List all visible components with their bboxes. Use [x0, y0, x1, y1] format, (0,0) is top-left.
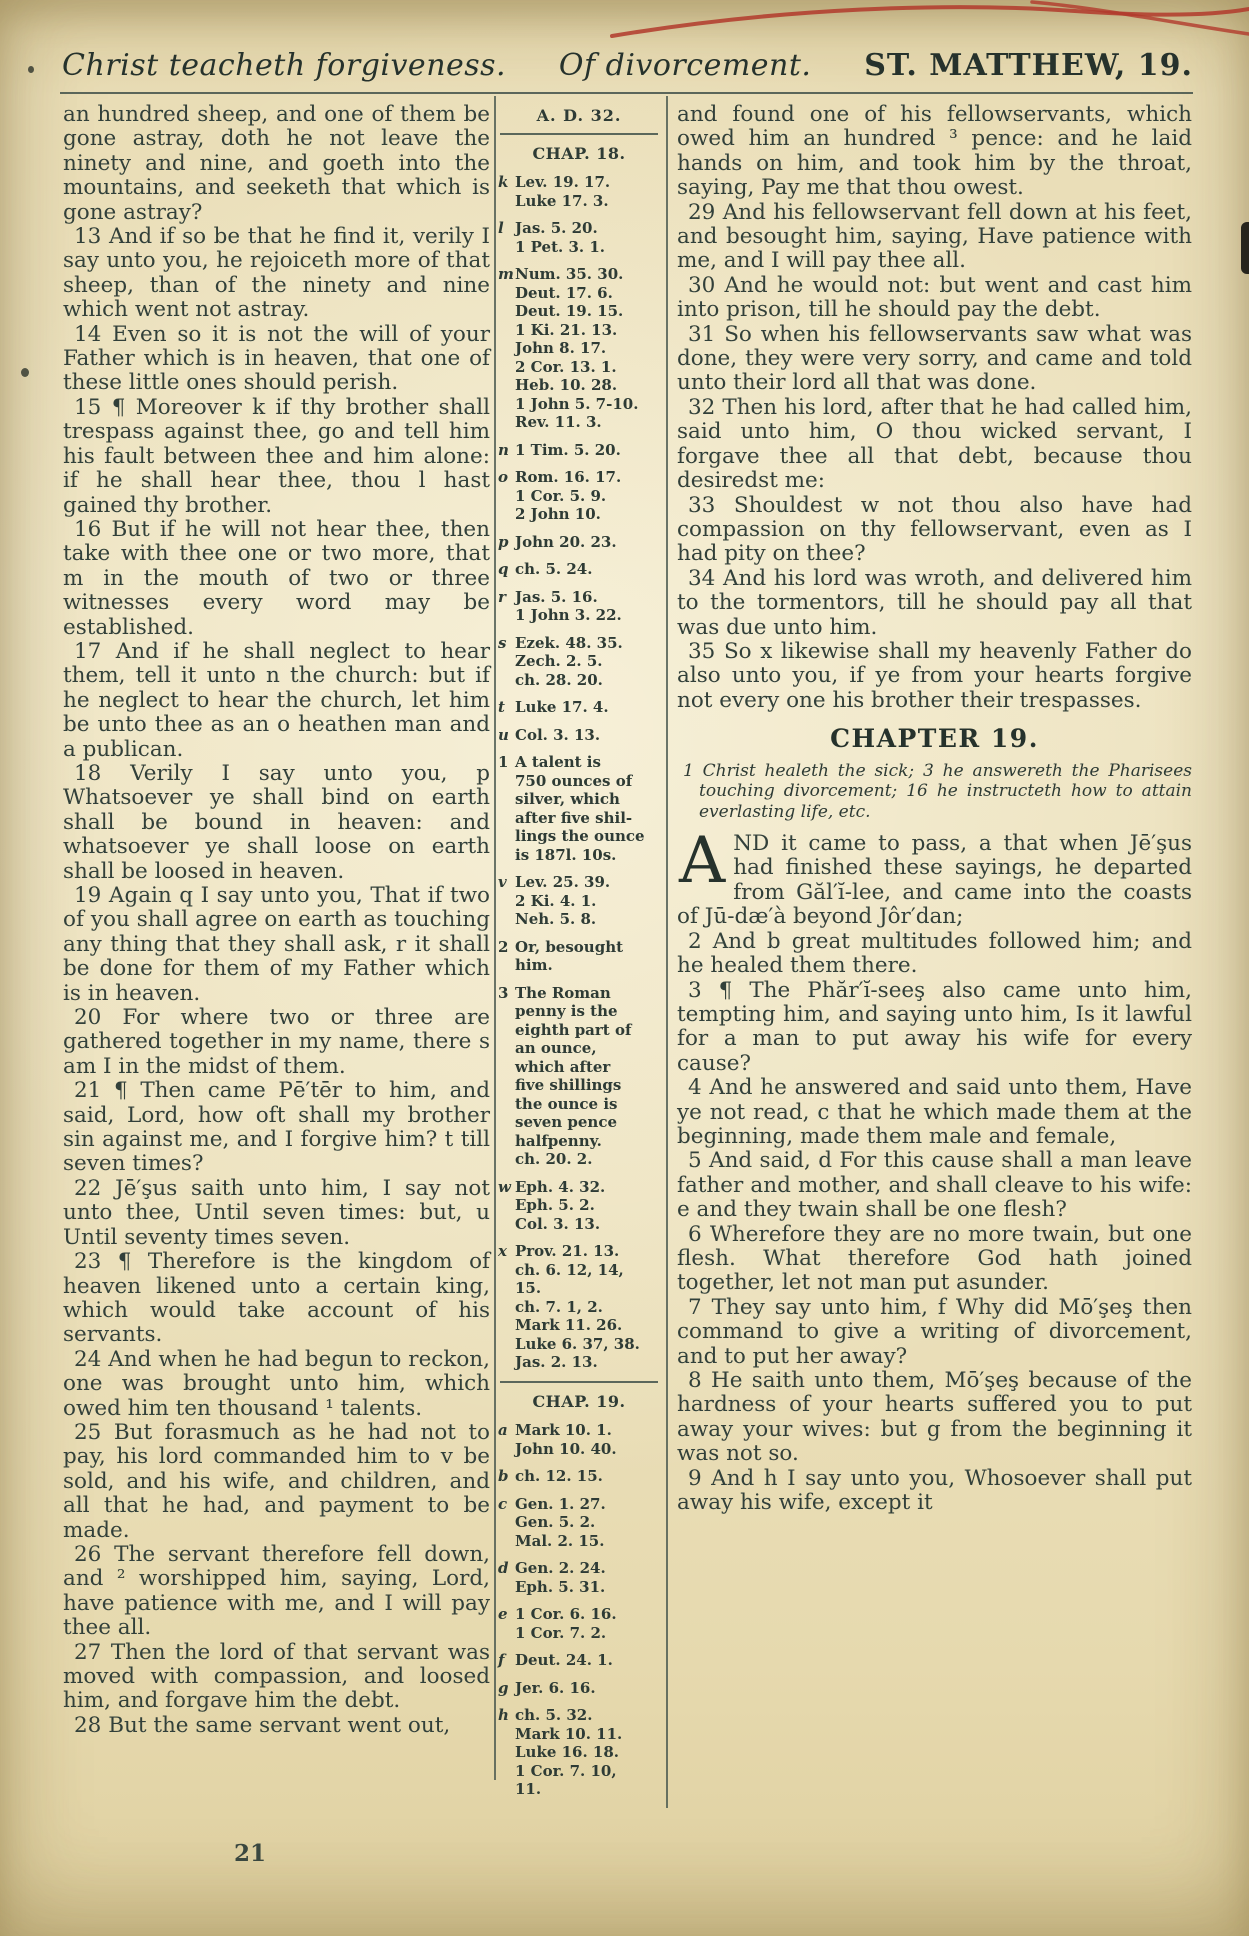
ink-speck [28, 66, 34, 73]
verse-paragraph: 9 And h I say unto you, Whosoever shall put away his wife, except it [677, 1465, 1192, 1516]
reference-line: is 187l. 10s. [515, 845, 617, 864]
column-divider-left [494, 96, 496, 1780]
reference-line: 2 Cor. 13. 1. [515, 357, 617, 376]
reference-line: ch. 5. 24. [515, 560, 593, 578]
reference-line: ch. 28. 20. [515, 670, 603, 689]
running-head-book-title: ST. MATTHEW, 19. [864, 48, 1193, 83]
verse-paragraph: 28 But the same servant went out, [74, 1712, 451, 1738]
cross-reference [498, 219, 660, 256]
center-column-rule-2 [500, 1381, 658, 1383]
reference-line: him. [515, 956, 553, 974]
date-label: A. D. 32. [536, 106, 622, 125]
reference-line: lings the ounce [515, 827, 645, 845]
verse-paragraph: 8 He saith unto them, Mō′şeş because of the hardness of your hearts suffered you to put away your wives: but g from the beginning it was not so. [677, 1368, 1192, 1467]
verse-paragraph: and found one of his fellowservants, which owed him an hundred ³ pence: and he laid hands on him, and took him by the throat, saying, Pay me that thou owest. [677, 102, 1192, 201]
reference-line: 1 Cor. 7. 10, [515, 1761, 617, 1780]
reference-line: Luke 16. 18. [515, 1743, 620, 1761]
reference-key: f [498, 1651, 505, 1669]
verses-chapter-19 [677, 930, 1192, 1516]
reference-line: Deut. 24. 1. [515, 1651, 613, 1669]
chapter-19-heading: CHAPTER 19. [830, 724, 1039, 754]
verse-1-text: ND it came to pass, a that when Jē′şus had finished these sayings, he departed from Găl′ĭ-lee, and came into the coasts of Jū-dæ′à beyond Jôr′dan; [677, 831, 1192, 930]
reference-line: 1 Cor. 7. 2. [515, 1623, 607, 1642]
reference-key: x [498, 1242, 507, 1260]
ink-speck [21, 368, 29, 377]
verse-paragraph: 13 And if so be that he find it, verily I say unto you, he rejoiceth more of that sheep, than of the ninety and nine which went not astray. [63, 224, 490, 323]
verse-paragraph: 35 So x likewise shall my heavenly Father do also unto you, if ye from your hearts forgive not every one his brother their trespasses. [677, 638, 1192, 713]
cross-reference [498, 1605, 660, 1642]
verse-paragraph: 16 But if he will not hear thee, then take with thee one or two more, that m in the mouth of two or three witnesses every word may be established. [63, 516, 490, 640]
cross-reference [498, 173, 660, 210]
reference-line: Jas. 5. 16. [515, 587, 598, 606]
reference-line: 1 John 5. 7-10. [515, 394, 639, 413]
reference-line: Prov. 21. 13. [515, 1242, 620, 1260]
cross-reference [498, 1421, 660, 1458]
reference-line: Gen. 1. 27. [515, 1494, 606, 1513]
cross-reference [498, 1242, 660, 1372]
reference-line: Mal. 2. 15. [515, 1531, 605, 1550]
reference-key: d [498, 1559, 509, 1577]
reference-line: seven pence [515, 1113, 617, 1131]
reference-key: h [498, 1706, 509, 1724]
reference-line: Jer. 6. 16. [515, 1678, 596, 1697]
reference-line: Mark 10. 11. [515, 1724, 623, 1743]
reference-key: q [498, 560, 509, 578]
reference-line: 2 John 10. [515, 505, 601, 523]
verse-paragraph: 25 But forasmuch as he had not to pay, his lord commanded him to v be sold, and his wife, and children, and all that he had, and payment to be made. [63, 1419, 490, 1543]
reference-key: n [498, 440, 509, 459]
reference-line: Rev. 11. 3. [515, 413, 602, 431]
reference-line: Heb. 10. 28. [515, 376, 618, 394]
cross-reference [498, 533, 660, 552]
reference-line: Luke 17. 3. [515, 191, 609, 210]
verse-paragraph: 2 And b great multitudes followed him; and he healed them there. [677, 928, 1192, 979]
left-text-column [63, 103, 490, 1738]
reference-line: Ezek. 48. 35. [515, 633, 623, 652]
reference-line: Col. 3. 13. [515, 1214, 601, 1233]
reference-line: Jas. 5. 20. [515, 219, 598, 237]
drop-cap-letter: A [679, 824, 726, 899]
verse-paragraph: 21 ¶ Then came Pē′tēr to him, and said, Lord, how oft shall my brother sin against me, and I forgive him? t till seven times? [63, 1078, 490, 1177]
cross-reference [498, 984, 660, 1169]
reference-key: 2 [498, 937, 509, 956]
reference-line: John 10. 40. [515, 1439, 617, 1458]
reference-line: an ounce, [515, 1039, 597, 1057]
reference-key: u [498, 725, 509, 744]
chap-19-label: CHAP. 19. [532, 1391, 626, 1411]
reference-key: b [498, 1467, 509, 1485]
cross-reference [498, 468, 660, 524]
reference-key: o [498, 468, 509, 486]
reference-line: 1 Tim. 5. 20. [515, 440, 621, 459]
reference-line: Gen. 5. 2. [515, 1513, 596, 1531]
verse-paragraph: 15 ¶ Moreover k if thy brother shall trespass against thee, go and tell him his fault between thee and him alone: if he shall hear thee, thou l hast gained thy brother. [63, 394, 490, 518]
verse-paragraph: an hundred sheep, and one of them be gone astray, doth he not leave the ninety and nine, and goeth into the mountains, and seeketh that which is gone astray? [63, 102, 490, 225]
reference-line: Eph. 5. 2. [515, 1196, 595, 1214]
reference-line: eighth part of [515, 1020, 632, 1039]
cross-reference [498, 634, 660, 690]
reference-line: Deut. 19. 15. [515, 302, 624, 320]
reference-key: a [498, 1421, 508, 1439]
chap-18-label: CHAP. 18. [532, 143, 626, 163]
reference-line: Or, besought [515, 937, 624, 956]
cross-reference [498, 753, 660, 864]
reference-line: Num. 35. 30. [515, 265, 624, 283]
verse-paragraph: 19 Again q I say unto you, That if two of you shall agree on earth as touching any thing that they shall ask, r it shall be done for them of my Father which is in heaven. [63, 883, 490, 1006]
chapter-19-summary: 1 Christ healeth the sick; 3 he answereth the Pharisees touching divorcement; 16 he instructeth how to attain everlasting life, etc. [683, 760, 1192, 822]
cross-reference [498, 1178, 660, 1234]
reference-line: Lev. 25. 39. [515, 873, 611, 891]
reference-line: The Roman [515, 983, 611, 1002]
reference-line: A talent is [515, 753, 601, 771]
cross-reference [498, 726, 660, 745]
reference-line: 750 ounces of [515, 771, 633, 790]
verse-paragraph: 30 And he would not: but went and cast him into prison, till he should pay the debt. [677, 272, 1192, 323]
reference-line: 1 Ki. 21. 13. [515, 320, 618, 339]
cross-reference [498, 698, 660, 717]
reference-line: Col. 3. 13. [515, 725, 601, 744]
cross-reference [498, 1495, 660, 1551]
cross-reference [498, 1467, 660, 1486]
reference-line: Deut. 17. 6. [515, 283, 613, 302]
page-number: 21 [233, 1840, 266, 1867]
reference-key: 1 [498, 753, 509, 771]
reference-line: ch. 20. 2. [515, 1150, 593, 1168]
cross-reference [498, 938, 660, 975]
reference-line: five shillings [515, 1076, 622, 1094]
verse-paragraph: 23 ¶ Therefore is the kingdom of heaven likened unto a certain king, which would take account of his servants. [63, 1249, 490, 1348]
reference-line: halfpenny. [515, 1131, 602, 1150]
reference-line: Eph. 5. 31. [515, 1577, 606, 1596]
running-head-center-title: Of divorcement. [558, 48, 812, 83]
reference-key: s [498, 633, 507, 652]
verse-paragraph: 6 Wherefore they are no more twain, but one flesh. What therefore God hath joined together, let not man put asunder. [677, 1221, 1192, 1296]
verse-paragraph: 29 And his fellowservant fell down at his feet, and besought him, saying, Have patience with me, and I will pay thee all. [677, 199, 1192, 274]
reference-key: l [498, 219, 504, 237]
reference-line: ch. 7. 1, 2. [515, 1297, 603, 1316]
reference-line: John 8. 17. [515, 339, 607, 357]
reference-line: silver, which [515, 790, 620, 808]
reference-line: 1 Pet. 3. 1. [515, 237, 605, 256]
reference-line: John 20. 23. [515, 532, 617, 551]
reference-line: 1 Cor. 6. 16. [515, 1605, 617, 1623]
reference-line: Gen. 2. 24. [515, 1559, 606, 1577]
verse-1-paragraph [677, 824, 1192, 930]
reference-line: Mark 11. 26. [515, 1316, 623, 1334]
header-rule [60, 92, 1193, 94]
reference-key: v [498, 873, 507, 891]
reference-line: ch. 5. 32. [515, 1706, 593, 1724]
reference-line: 15. [515, 1279, 542, 1297]
verse-paragraph: 26 The servant therefore fell down, and ² worshipped him, saying, Lord, have patience with me, and I will pay thee all. [63, 1541, 490, 1641]
reference-line: Neh. 5. 8. [515, 910, 597, 928]
verse-paragraph: 5 And said, d For this cause shall a man leave father and mother, and shall cleave to his wife: e and they twain shall be one flesh? [677, 1148, 1192, 1223]
reference-line: Luke 17. 4. [515, 698, 609, 716]
reference-line: 2 Ki. 4. 1. [515, 891, 597, 910]
cross-reference [498, 873, 660, 929]
verse-paragraph: 14 Even so it is not the will of your Father which is in heaven, that one of these little ones should perish. [63, 321, 490, 396]
verse-paragraph: 3 ¶ The Phăr′ĭ-seeş also came unto him, tempting him, and saying unto him, Is it lawful for a man to put away his wife for every cause? [677, 977, 1192, 1076]
reference-key: r [498, 587, 506, 606]
reference-line: Zech. 2. 5. [515, 652, 603, 670]
verse-paragraph: 32 Then his lord, after that he had called him, said unto him, O thou wicked servant, I forgave thee all that debt, because thou desiredst me: [677, 394, 1192, 494]
verse-paragraph: 20 For where two or three are gathered together in my name, there s am I in the midst of them. [63, 1005, 490, 1079]
reference-line: ch. 6. 12, 14, [515, 1260, 624, 1279]
reference-key: m [498, 265, 514, 283]
reference-key: w [498, 1177, 511, 1196]
cross-reference [498, 1651, 660, 1670]
right-text-column [677, 103, 1192, 1515]
verse-paragraph: 22 Jē′şus saith unto him, I say not unto thee, Until seven times: but, u Until seventy times seven. [63, 1175, 490, 1250]
verse-paragraph: 24 And when he had begun to reckon, one was brought unto him, which owed him ten thousand ¹ talents. [63, 1346, 490, 1421]
verses-chapter-18-end [677, 103, 1192, 713]
verse-paragraph: 34 And his lord was wroth, and delivered him to the tormentors, till he should pay all that was due unto him. [677, 565, 1192, 640]
reference-line: ch. 12. 15. [515, 1467, 603, 1485]
running-header [62, 48, 1193, 83]
column-divider-right [666, 96, 668, 1808]
reference-key: c [498, 1494, 508, 1513]
reference-line: 1 John 3. 22. [515, 606, 622, 624]
running-head-left-title: Christ teacheth forgiveness. [62, 48, 507, 83]
verse-paragraph: 17 And if he shall neglect to hear them, tell it unto n the church: but if he neglect to hear the church, let him be unto thee as an o heathen man and a publican. [63, 638, 490, 762]
reference-line: Luke 6. 37, 38. [515, 1334, 640, 1353]
reference-key: e [498, 1605, 508, 1623]
verse-paragraph: 33 Shouldest w not thou also have had compassion on thy fellowservant, even as I had pity on thee? [677, 492, 1192, 567]
reference-line: Mark 10. 1. [515, 1421, 612, 1439]
cross-reference [498, 1559, 660, 1596]
reference-key: t [498, 698, 505, 716]
reference-key: k [498, 173, 509, 191]
reference-line: which after [515, 1057, 611, 1076]
chap-19-references [498, 1421, 660, 1799]
cross-reference [498, 265, 660, 432]
verse-paragraph: 31 So when his fellowservants saw what was done, they were very sorry, and came and told unto their lord all that was done. [677, 321, 1192, 396]
reference-line: Rom. 16. 17. [515, 468, 622, 486]
ink-blot [1241, 222, 1249, 274]
cross-reference [498, 1679, 660, 1698]
cross-reference [498, 1706, 660, 1799]
reference-line: Eph. 4. 32. [515, 1177, 606, 1196]
reference-line: 1 Cor. 5. 9. [515, 486, 607, 505]
reference-line: the ounce is [515, 1094, 618, 1113]
verse-paragraph: 7 They say unto him, f Why did Mō′şeş then command to give a writing of divorcement, and to put her away? [677, 1294, 1192, 1369]
verse-paragraph: 18 Verily I say unto you, p Whatsoever ye shall bind on earth shall be bound in heaven: and whatsoever ye shall loose on earth shall be loosed in heaven. [63, 760, 490, 884]
reference-line: penny is the [515, 1002, 618, 1020]
verse-paragraph: 4 And he answered and said unto them, Have ye not read, c that he which made them at the beginning, made them male and female, [677, 1075, 1192, 1149]
reference-key: g [498, 1678, 509, 1697]
reference-key: p [498, 532, 509, 551]
reference-column [498, 103, 660, 1808]
cross-reference [498, 441, 660, 460]
cross-reference [498, 588, 660, 625]
chap-18-references [498, 173, 660, 1372]
reference-line: Jas. 2. 13. [515, 1353, 598, 1371]
reference-line: Lev. 19. 17. [515, 173, 611, 191]
reference-line: 11. [515, 1780, 542, 1798]
reference-key: 3 [498, 983, 509, 1002]
verse-paragraph: 27 Then the lord of that servant was moved with compassion, and loosed him, and forgave him the debt. [63, 1639, 490, 1714]
center-column-rule [500, 133, 658, 135]
cross-reference [498, 560, 660, 579]
reference-line: after five shil- [515, 808, 633, 827]
